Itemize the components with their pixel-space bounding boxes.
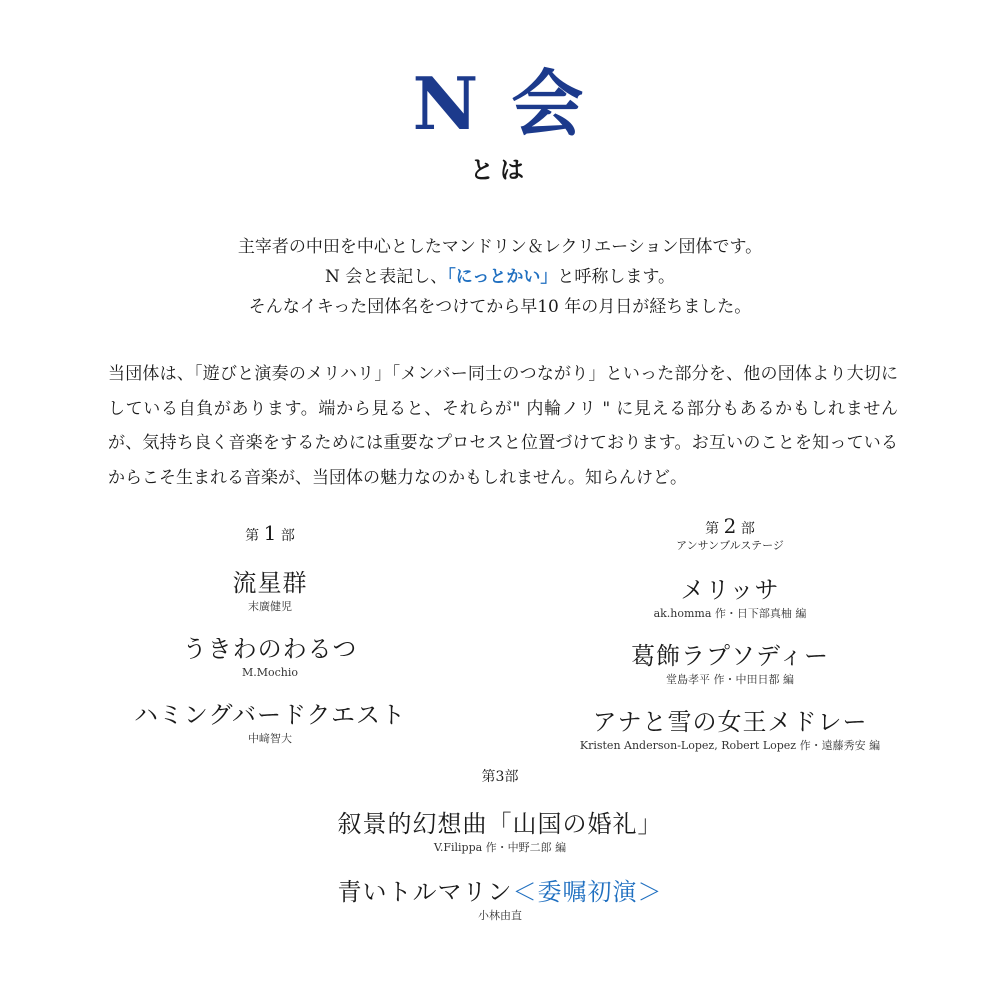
program-item [560,575,900,621]
piece-credit: ak.homma 作・日下部真柚 編 [653,607,807,620]
intro-line-3: そんなイキった団体名をつけてから早10 年の月日が経ちました。 [248,297,752,317]
part-2-prefix: 第 [705,521,720,537]
piece-credit: 末廣健児 [248,600,292,613]
intro-paragraph [0,232,1000,322]
page-subtitle: とは [470,155,530,184]
piece-title: うきわのわるつ [182,635,358,663]
piece-title [200,877,800,907]
part-3-program [200,767,800,923]
description-paragraph: 当団体は、「遊びと演奏のメリハリ」「メンバー同士のつながり」といった部分を、他の団体より大切にしている自負があります。端から見ると、それらが" 内輪ノリ " に見える部分もあるかもしれませんが、気持ち良く音楽をするためには重要なプロセスと位置づけております。お互いのことを知っているからこそ生まれる音楽が、当団体の魅力なのかもしれません。知らんけど。 [108,364,898,488]
part-1-label [120,523,420,546]
part-1-suffix: 部 [280,528,295,544]
part-1-prefix: 第 [245,528,260,544]
piece-credit: 堂島孝平 作・中田日都 編 [666,673,794,686]
part-1-program [120,523,420,746]
piece-credit: M.Mochio [241,666,299,679]
intro-line-2-post: と呼称します。 [557,267,676,287]
piece-credit: 小林由直 [478,909,522,922]
part-2-subtitle: アンサンブルステージ [676,539,784,552]
piece-title: 叙景的幻想曲「山国の婚礼」 [337,810,663,838]
part-2-program [560,516,900,753]
piece-credit: 中﨑智大 [248,732,292,745]
piece-title: ハミングバードクエスト [133,701,407,729]
program-item [560,707,900,753]
intro-line-2 [0,262,1000,292]
program-item [120,568,420,614]
group-reading: 「にっとかい」 [447,267,558,287]
piece-title: メリッサ [680,576,780,604]
piece-title: 流星群 [232,569,308,597]
piece-title-main: 青いトルマリン [337,878,513,906]
page-title: N 会 [412,61,588,146]
part-1-number: 1 [263,521,277,545]
part-2-label [560,516,900,539]
program-item [200,809,800,855]
intro-line-2-pre: N 会と表記し、 [324,267,448,287]
program-item [120,700,420,746]
part-2-number: 2 [723,514,737,538]
piece-credit: Kristen Anderson-Lopez, Robert Lopez 作・遠藤秀安 編 [579,739,881,752]
piece-title: 葛飾ラプソディー [630,642,830,670]
piece-title: アナと雪の女王メドレー [592,708,868,736]
part-3-label: 第3部 [481,769,519,785]
piece-credit: V.Filippa 作・中野二郎 編 [433,841,567,854]
program-item [560,641,900,687]
intro-line-1: 主宰者の中田を中心としたマンドリン＆レクリエーション団体です。 [237,237,763,257]
program-item [200,877,800,923]
premiere-tag: ＜委嘱初演＞ [512,878,663,906]
program-item [120,634,420,680]
part-2-suffix: 部 [740,521,755,537]
